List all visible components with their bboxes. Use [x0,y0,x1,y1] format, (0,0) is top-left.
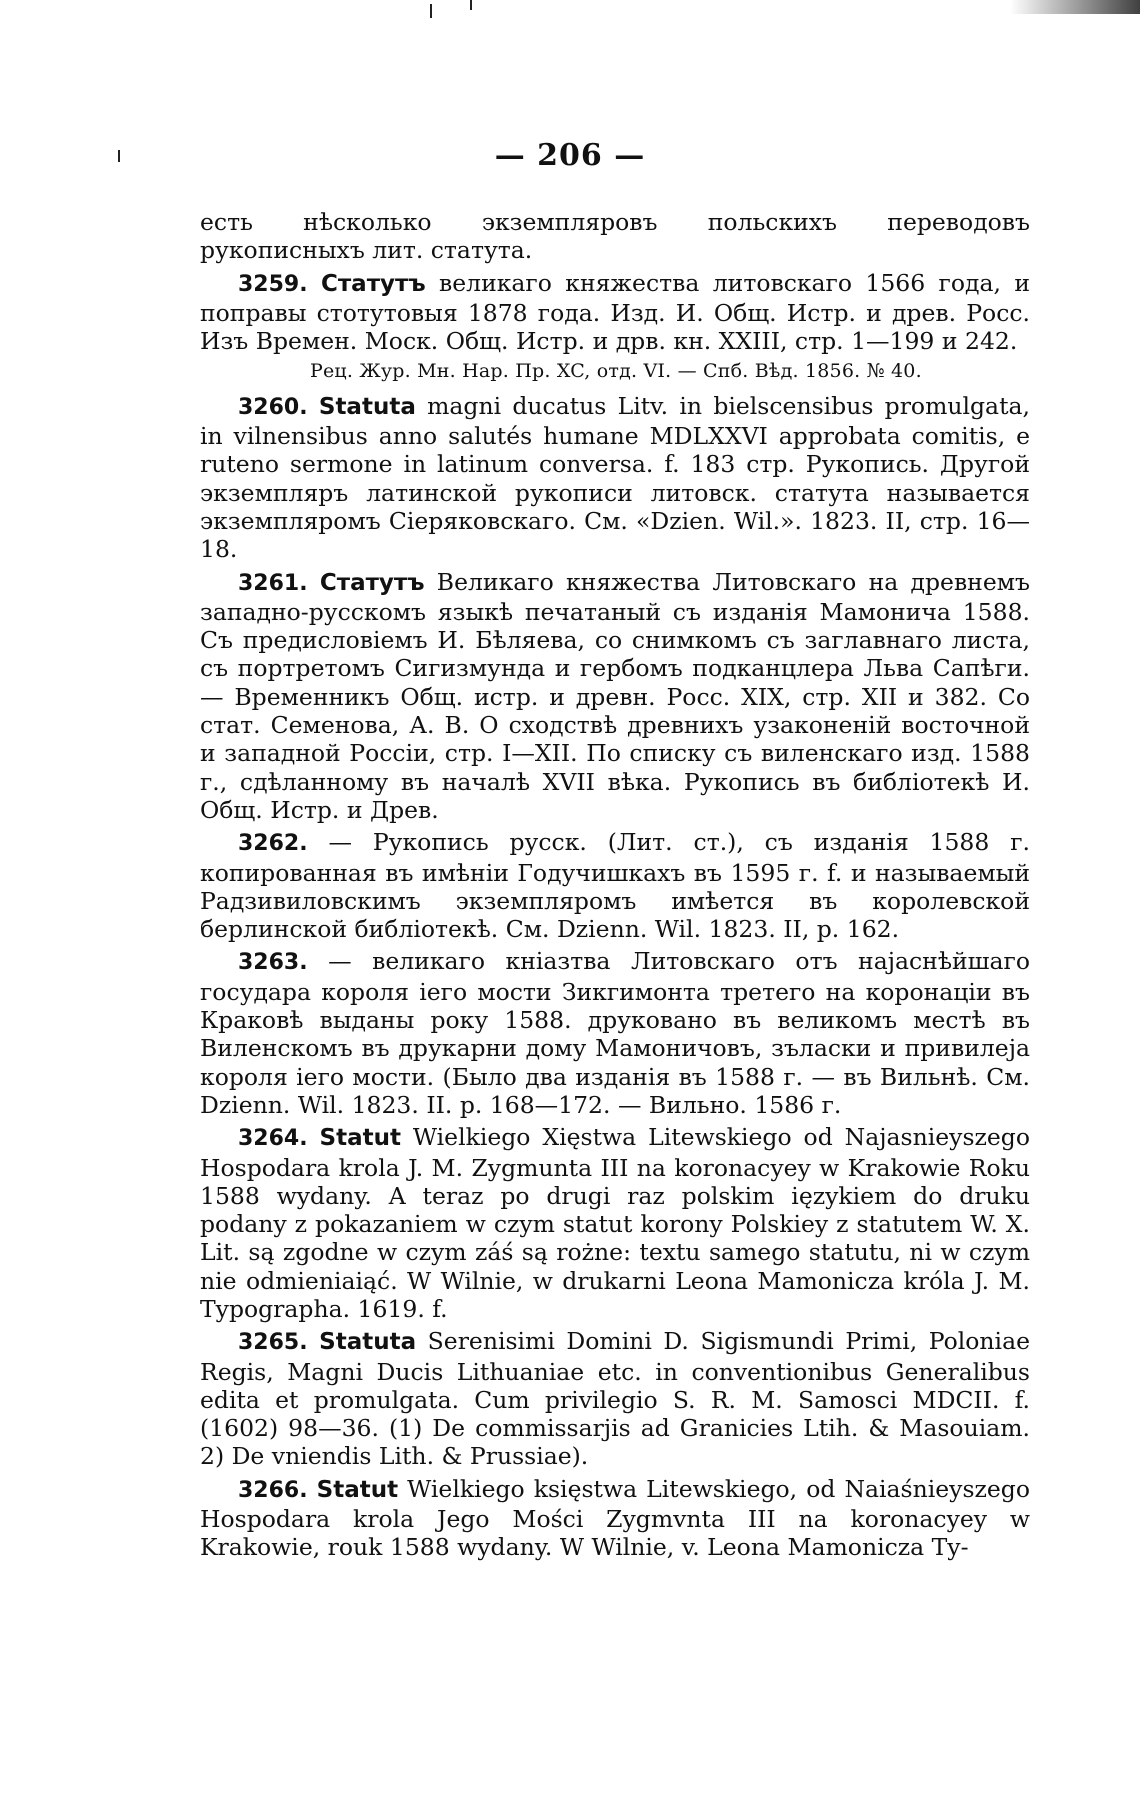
entry-number: 3260. [238,394,308,420]
entry-3264 [200,1123,1030,1323]
entry-heading: Statut [316,1476,399,1503]
page-number: — 206 — [494,138,646,173]
entry-text: — великаго кніазтва Литовскаго отъ најаснѣйшаго государа короля іего мости Зикгимонта третего на коронаціи въ Краковѣ выданы року 1588. друковано въ великомъ местѣ въ Виленскомъ въ друкарни дому Мамоничовъ, зъласки и привилеја короля іего мости. (Было два изданія въ 1588 г. — въ Вильнѣ. См. Dzienn. Wil. 1823. II. р. 168—172. — Вильно. 1586 г. [200,947,1030,1119]
entry-3263 [200,947,1030,1119]
paragraph-continuation [200,208,1030,265]
entry-3265 [200,1327,1030,1470]
entry-text: magni ducatus Litv. in bielscensibus promulgata, in vilnensibus anno salutés humane MDLXXVI approbata comitis, e ruteno sermone in latinum conversa. f. 183 стр. Рукопись. Другой экземпляръ латинской рукописи литовск. статута называется экземпляромъ Сіеряковскаго. См. «Dzien. Wil.». 1823. II, стр. 16—18. [200,391,1030,564]
entry-text: Великаго княжества Литовскаго на древнемъ западно-русскомъ языкѣ печатаный съ изданія Мамонича 1588. Съ предисловіемъ И. Бѣляева, со снимкомъ съ заглавнаго листа, съ портретомъ Сигизмунда и гербомъ подканцлера Льва Сапѣги. — Временникъ Общ. истр. и древн. Росс. XIX, стр. XII и 382. Со стат. Семенова, А. В. О сходствѣ древнихъ узаконеній восточной и западной Россіи, стр. I—XII. По списку съ виленскаго изд. 1588 г., сдѣланному въ началѣ XVII вѣка. Рукопись въ библіотекѣ И. Общ. Истр. и Древ. [200,567,1030,824]
entry-text: великаго княжества литовскаго 1566 года, и поправы стотутовыя 1878 года. Изд. И. Общ. Истр. и древ. Росс. Изъ Времен. Моск. Общ. Истр. и дрв. кн. XXIII, стр. 1—199 и 242. [200,268,1030,356]
entry-number: 3259. [238,271,308,297]
entry-heading: Statuta [319,1329,417,1356]
entry-text: — Рукопись русск. (Лит. ст.), съ изданія 1588 г. копированная въ имѣніи Годучишкахъ въ 1595 г. f. и называемый Радзивиловскимъ экземпляромъ имѣется въ королевской берлинской библіотекѣ. См. Dzienn. Wil. 1823. II, р. 162. [200,828,1030,944]
page-body [200,208,1030,1562]
scan-mark [470,0,472,10]
entry-3262 [200,828,1030,943]
entry-number: 3266. [238,1477,308,1503]
paragraph-text: есть нѣсколько экземпляровъ польскихъ переводовъ рукописныхъ лит. статута. [200,208,1030,265]
entry-number: 3263. [238,950,308,976]
entry-heading: Статутъ [320,270,426,297]
entry-number: 3264. [238,1126,308,1152]
entry-heading: Statuta [318,393,416,420]
entry-number: 3265. [238,1330,308,1356]
review-note [200,357,1030,385]
scan-mark [430,4,432,18]
entry-heading: Статутъ [319,569,425,596]
entry-3261 [200,568,1030,825]
entry-text: Serenisimi Domini D. Sigismundi Primi, Poloniae Regis, Magni Ducis Lithuaniae etc. in conventionibus Generalibus edita et promulgata. Cum privilegio S. R. M. Samosci MDCII. f. (1602) 98—36. (1) De commissarjis ad Granicies Ltih. & Masouiam. 2) De vniendis Lith. & Prussiae). [200,1327,1030,1471]
entry-text: Wielkiego Xięstwa Litewskiego od Najasnieyszego Hospodara krola J. M. Zygmunta III na koronacyey w Krakowie Roku 1588 wydany. A teraz po drugi raz polskim ięzykiem do druku podany z pokazaniem w czym statut korony Polskiey z statutem W. X. Lit. są zgodne w czym záś są rożne: textu samego statutu, ni w czym nie odmieniaiąć. W Wilnie, w drukarni Leona Mamonicza króla J. M. Typographa. 1619. f. [200,1123,1030,1323]
entry-text: Wielkiego księstwa Litewskiego, od Naiaśnieyszego Hospodara krola Jego Mości Zygmvnta III na koronacyey w Krakowie, rouk 1588 wydany. W Wilnie, v. Leona Mamonicza Ty- [200,1474,1030,1562]
entry-3259 [200,269,1030,356]
entry-number: 3262. [238,831,308,857]
review-text: Рец. Жур. Мн. Нар. Пр. XC, отд. VI. — Спб. Вѣд. 1856. № 40. [310,360,922,383]
entry-3260 [200,392,1030,564]
entry-number: 3261. [238,570,308,596]
scan-edge-shadow [1010,0,1140,14]
entry-3266 [200,1475,1030,1562]
entry-heading: Statut [319,1125,401,1152]
